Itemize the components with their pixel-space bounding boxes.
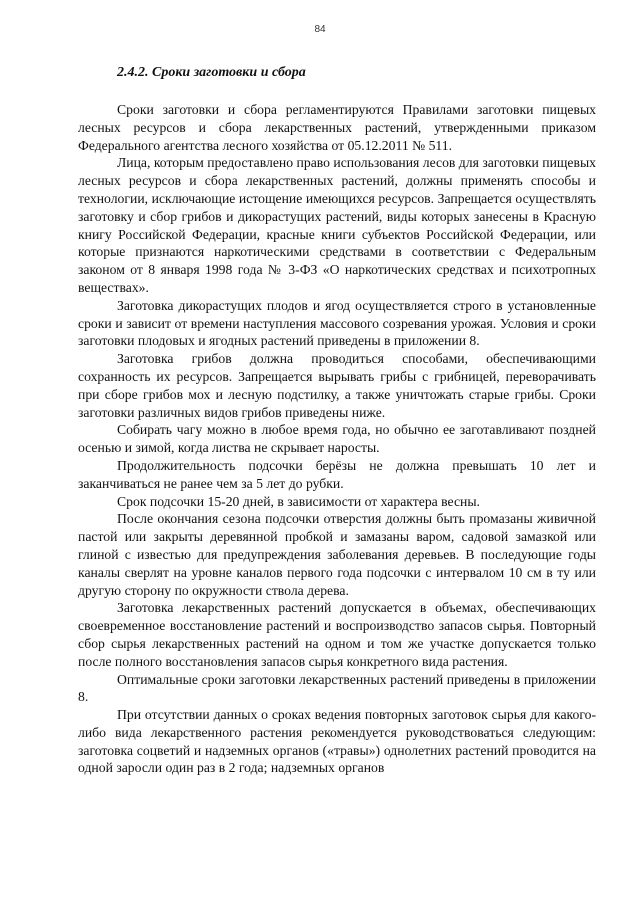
paragraph: Собирать чагу можно в любое время года, но обычно ее заготавливают поздней осенью и зимой, когда листва не скрывает наросты. xyxy=(78,422,596,456)
paragraph: Продолжительность подсочки берёзы не должна превышать 10 лет и заканчиваться не ранее чем за 5 лет до рубки. xyxy=(78,457,596,491)
paragraph: Заготовка лекарственных растений допускается в объемах, обеспечивающих своевременное восстановление растений и воспроизводство запасов сырья. Повторный сбор сырья лекарственных растений на одном и том же участке допускается только после полного восстановления запасов сырья конкретного вида растения. xyxy=(78,600,596,669)
paragraph: Оптимальные сроки заготовки лекарственных растений приведены в приложении 8. xyxy=(78,671,596,705)
section-heading: 2.4.2. Сроки заготовки и сбора xyxy=(117,65,306,80)
body-text xyxy=(78,101,596,777)
paragraph: Сроки заготовки и сбора регламентируются Правилами заготовки пищевых лесных ресурсов и сбора лекарственных растений, утвержденными приказом Федерального агентства лесного хозяйства от 05.12.2011 № 511. xyxy=(78,102,596,153)
page-number: 84 xyxy=(314,24,326,35)
paragraph: Заготовка дикорастущих плодов и ягод осуществляется строго в установленные сроки и зависит от времени наступления массового созревания урожая. Условия и сроки заготовки плодовых и ягодных растений приведены в приложении 8. xyxy=(78,297,596,349)
paragraph: Срок подсочки 15-20 дней, в зависимости от характера весны. xyxy=(117,493,480,509)
paragraph: Заготовка грибов должна проводиться способами, обеспечивающими сохранность их ресурсов. Запрещается вырывать грибы с грибницей, переворачивать при сборе грибов мох и лесную подстилку, а также уничтожать старые грибы. Сроки заготовки различных видов грибов приведены ниже. xyxy=(78,351,596,420)
paragraph: Лица, которым предоставлено право использования лесов для заготовки пищевых лесных ресурсов и сбора лекарственных растений, должны применять способы и технологии, исключающие истощение имеющихся ресурсов. Запрещается осуществлять заготовку и сбор грибов и дикорастущих растений, виды которых занесены в Красную книгу Российской Федерации, красные книги субъектов Российской Федерации, или которые признаются наркотическими средствами в соответствии с Федеральным законом от 8 января 1998 года № 3-ФЗ «О наркотических средствах и психотропных веществах». xyxy=(78,155,597,295)
paragraph: При отсутствии данных о сроках ведения повторных заготовок сырья для какого-либо вида лекарственного растения рекомендуется руководствоваться следующим: заготовка соцветий и надземных органов («травы») однолетних растений проводится на одной заросли один раз в 2 года; надземных органов xyxy=(78,707,596,776)
paragraph: После окончания сезона подсочки отверстия должны быть промазаны живичной пастой или закрыты деревянной пробкой и замазаны варом, садовой замазкой или глиной с известью для предупреждения заболевания деревьев. В последующие годы каналы сверлят на уровне каналов первого года подсочки с интервалом 10 см в ту или другую сторону по окружности ствола дерева. xyxy=(78,511,596,598)
